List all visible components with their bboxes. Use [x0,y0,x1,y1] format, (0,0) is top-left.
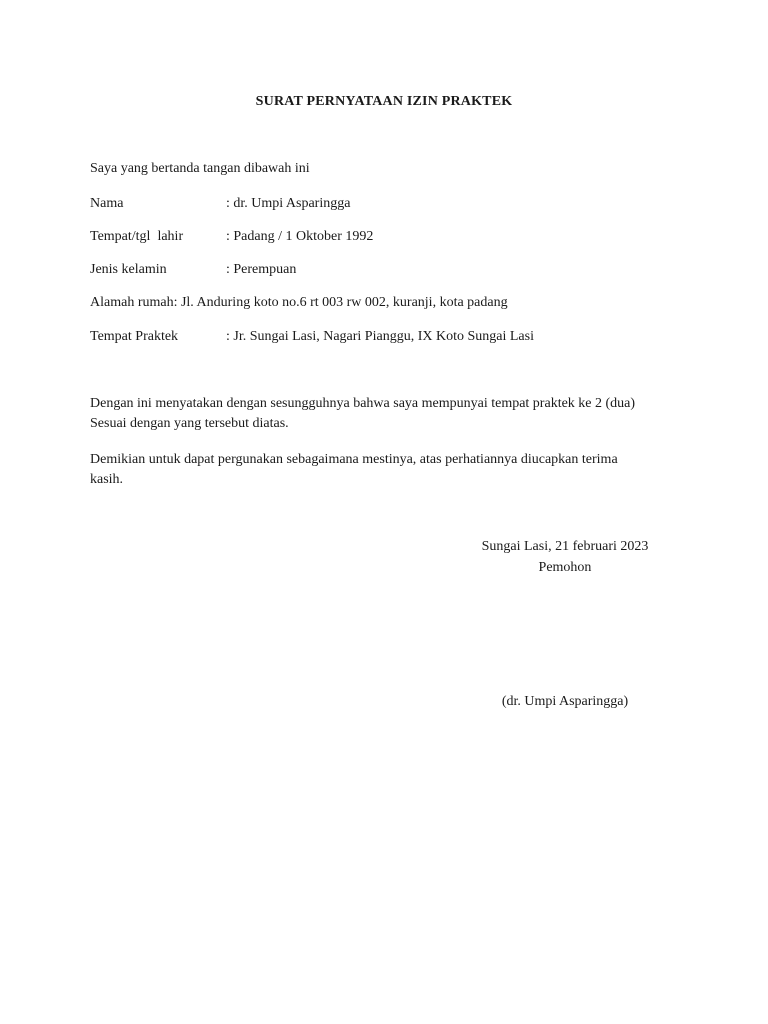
field-value: : Perempuan [226,262,297,277]
field-nama [90,196,350,212]
closing-paragraph [90,450,690,490]
applicant-role: Pemohon [538,560,592,575]
intro-text: Saya yang bertanda tangan dibawah ini [90,161,310,176]
statement-line: Sesuai dengan yang tersebut diatas. [90,416,289,431]
field-label: Jenis kelamin [90,262,167,277]
place-date: Sungai Lasi, 21 februari 2023 [481,539,649,554]
field-label: Nama [90,196,124,211]
field-value: : Padang / 1 Oktober 1992 [226,229,374,244]
field-value: : dr. Umpi Asparingga [226,196,351,211]
closing-line: kasih. [90,472,124,487]
statement-line: Dengan ini menyatakan dengan sesungguhnya bahwa saya mempunyai tempat praktek ke 2 (dua) [90,396,636,411]
signer-name: (dr. Umpi Asparingga) [501,694,629,709]
field-tempat-praktek [90,329,534,345]
field-value: : Jr. Sungai Lasi, Nagari Pianggu, IX Koto Sungai Lasi [226,329,534,344]
statement-paragraph [90,394,690,434]
signature-header [470,536,660,578]
closing-line: Demikian untuk dapat pergunakan sebagaimana mestinya, atas perhatiannya diucapkan terima [90,452,618,467]
field-jenis-kelamin [90,262,296,278]
document-title: SURAT PERNYATAAN IZIN PRAKTEK [255,94,513,109]
address-line: Alamah rumah: Jl. Anduring koto no.6 rt 003 rw 002, kuranji, kota padang [90,295,508,310]
field-tempat-tgl-lahir [90,229,373,245]
field-label: Tempat/tgl lahir [90,229,184,244]
field-label: Tempat Praktek [90,329,179,344]
